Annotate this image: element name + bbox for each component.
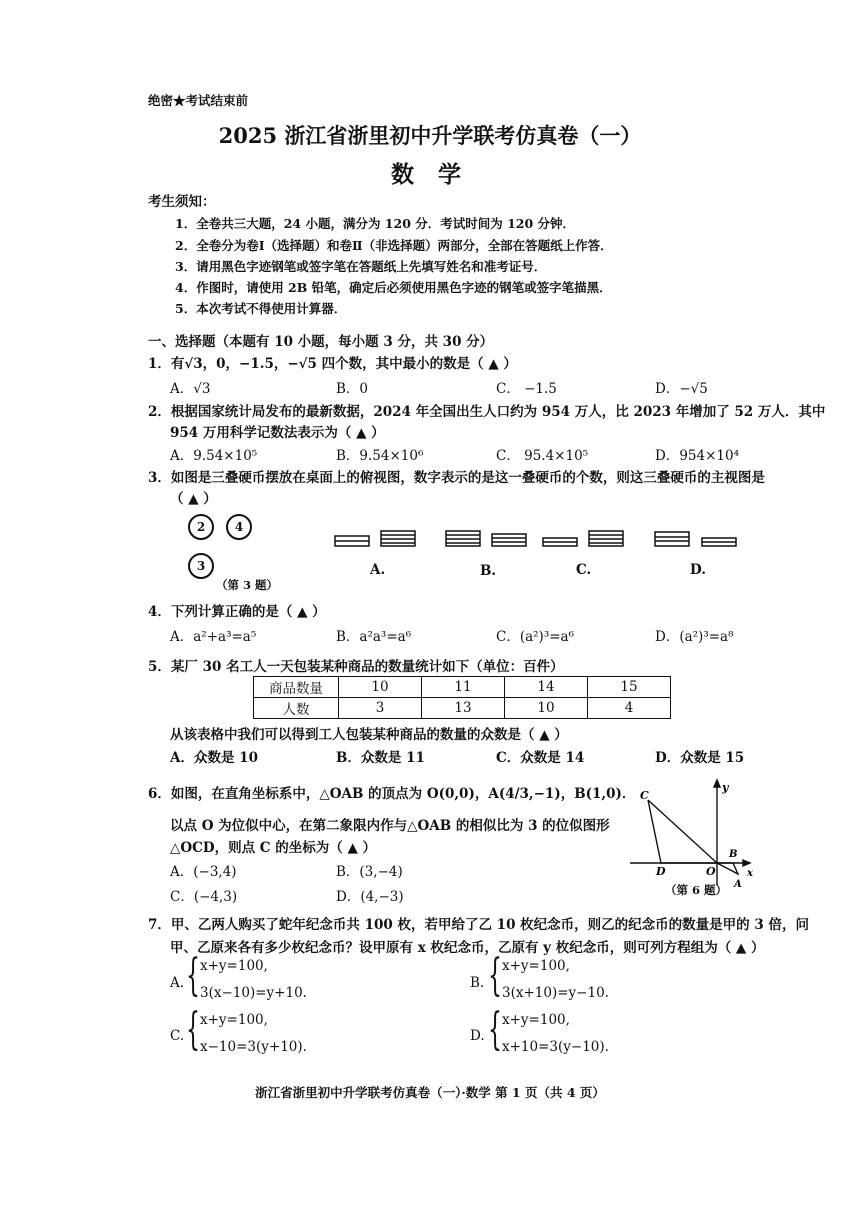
q6-option-b: B．(3,−4) — [336, 864, 403, 880]
q7-option-d-eq2: x+10=3(y−10). — [502, 1039, 609, 1055]
q7-option-a-label: A. — [170, 975, 185, 991]
q7-option-b-label: B. — [470, 975, 485, 991]
q3-options-figure — [330, 528, 750, 552]
notice-item: 1．全卷共三大题，24 小题，满分为 120 分．考试时间为 120 分钟． — [175, 216, 576, 231]
q1-option-b: B．0 — [336, 381, 369, 397]
table-row — [254, 698, 671, 719]
q7-option-b-eq2: 3(x+10)=y−10. — [502, 985, 609, 1001]
question-4-stem: 4．下列计算正确的是（ ▲ ） — [148, 604, 326, 620]
q2-option-a: A．9.54×10⁵ — [170, 448, 258, 464]
page-footer: 浙江省浙里初中升学联考仿真卷（一）·数学 第 1 页（共 4 页） — [255, 1085, 605, 1100]
q6-option-a: A．(−3,4) — [170, 864, 237, 880]
q7-option-b-eq1: x+y=100, — [502, 958, 570, 974]
table-cell: 10 — [505, 698, 588, 719]
q5-option-b: B．众数是 11 — [336, 750, 425, 766]
table-cell: 10 — [339, 677, 422, 698]
q7-option-b-brace: { — [488, 950, 502, 1001]
notice-item: 3．请用黑色字迹钢笔或签字笔在答题纸上先填写姓名和准考证号． — [175, 259, 547, 274]
confidential-label: 绝密★考试结束前 — [148, 93, 249, 108]
figure-6-caption: （第 6 题） — [665, 883, 728, 897]
label-d: D — [656, 865, 666, 878]
y-axis-arrow — [714, 780, 720, 787]
q4-option-c: C．(a²)³=a⁶ — [496, 629, 575, 645]
q7-option-d-eq1: x+y=100, — [502, 1012, 570, 1028]
q3-option-d: D. — [690, 562, 706, 578]
table-cell: 15 — [588, 677, 671, 698]
question-1-stem: 1．有√3，0，−1.5，−√5 四个数，其中最小的数是（ ▲ ） — [148, 356, 517, 372]
question-5-stem-cont: 从该表格中我们可以得到工人包装某种商品的数量的众数是（ ▲ ） — [170, 727, 568, 743]
q1-option-a: A．√3 — [170, 381, 211, 397]
figure-3-caption: （第 3 题） — [216, 578, 279, 592]
notice-item: 2．全卷分为卷Ⅰ（选择题）和卷Ⅱ（非选择题）两部分，全部在答题纸上作答． — [175, 238, 613, 253]
table-header-cell: 商品数量 — [254, 677, 339, 698]
label-y: y — [722, 781, 729, 794]
question-7-stem: 7．甲、乙两人购买了蛇年纪念币共 100 枚，若甲给了乙 10 枚纪念币，则乙的纪念币的数量是甲的 3 倍，问 — [148, 917, 809, 933]
table-cell: 4 — [588, 698, 671, 719]
q3-option-c: C. — [576, 562, 592, 578]
q5-data-table — [253, 676, 671, 719]
q3-option-b: B. — [480, 563, 497, 579]
question-3-stem-cont: （ ▲ ） — [170, 491, 217, 507]
question-2-stem: 2．根据国家统计局发布的最新数据，2024 年全国出生人口约为 954 万人，比 2023 年增加了 52 万人．其中 — [148, 404, 826, 420]
triangle-oab — [717, 863, 738, 874]
q7-option-c-eq2: x−10=3(y+10). — [200, 1039, 307, 1055]
coin-stack-4: 4 — [226, 514, 252, 540]
q7-option-a-eq2: 3(x−10)=y+10. — [200, 985, 307, 1001]
question-5-stem: 5．某厂 30 名工人一天包装某种商品的数量统计如下（单位：百件） — [148, 659, 564, 675]
q6-option-c: C．(−4,3) — [170, 889, 238, 905]
label-x: x — [747, 868, 753, 879]
q7-option-c-brace: { — [186, 1004, 200, 1055]
table-row — [254, 677, 671, 698]
q5-option-c: C．众数是 14 — [496, 750, 585, 766]
table-header-cell: 人数 — [254, 698, 339, 719]
triangle-ocd — [648, 800, 717, 863]
q3-option-a: A. — [370, 562, 386, 578]
q1-option-d: D．−√5 — [655, 381, 708, 397]
subject-title: 数 学 — [390, 161, 469, 188]
q2-option-c: C． 95.4×10⁵ — [496, 448, 589, 464]
label-c: C — [640, 789, 649, 802]
label-o: O — [706, 865, 716, 878]
option-d-stack-left — [655, 532, 689, 546]
question-6-stem-cont: 以点 O 为位似中心，在第二象限内作与△OAB 的相似比为 3 的位似图形 — [170, 818, 610, 834]
q4-option-b: B．a²a³=a⁶ — [336, 629, 412, 645]
notice-heading: 考生须知： — [148, 194, 216, 210]
coin-stack-3: 3 — [188, 553, 214, 579]
q1-option-c: C． −1.5 — [496, 381, 557, 397]
section-heading: 一、选择题（本题有 10 小题，每小题 3 分，共 30 分） — [148, 334, 494, 350]
q6-option-d: D．(4,−3) — [336, 889, 404, 905]
table-cell: 14 — [505, 677, 588, 698]
label-a: A — [734, 879, 742, 890]
coin-stack-2: 2 — [188, 514, 214, 540]
q7-option-a-eq1: x+y=100, — [200, 958, 268, 974]
question-3-stem: 3．如图是三叠硬币摆放在桌面上的俯视图，数字表示的是这一叠硬币的个数，则这三叠硬币的主视图是 — [148, 470, 765, 486]
table-cell: 3 — [339, 698, 422, 719]
q2-option-b: B．9.54×10⁶ — [336, 448, 424, 464]
option-b-stack-right — [492, 534, 526, 546]
q4-option-a: A．a²+a³=a⁵ — [170, 629, 257, 645]
q5-option-a: A．众数是 10 — [170, 750, 258, 766]
x-axis-arrow — [743, 860, 750, 866]
table-cell: 11 — [422, 677, 505, 698]
table-cell: 13 — [422, 698, 505, 719]
notice-item: 4．作图时，请使用 2B 铅笔，确定后必须使用黑色字迹的钢笔或签字笔描黑． — [175, 280, 612, 295]
question-6-stem-cont2: △OCD，则点 C 的坐标为（ ▲ ） — [170, 840, 377, 856]
q7-option-c-eq1: x+y=100, — [200, 1012, 268, 1028]
exam-title: 2025 浙江省浙里初中升学联考仿真卷（一） — [218, 123, 642, 148]
q2-option-d: D．954×10⁴ — [655, 448, 739, 464]
notice-item: 5．本次考试不得使用计算器． — [175, 301, 347, 316]
q6-coordinate-figure — [630, 775, 760, 890]
q5-option-d: D．众数是 15 — [655, 750, 745, 766]
q7-option-a-brace: { — [186, 950, 200, 1001]
q7-option-c-label: C. — [170, 1028, 185, 1044]
question-6-stem: 6．如图，在直角坐标系中，△OAB 的顶点为 O(0,0)，A(4/3,−1)，B(1,0)． — [148, 786, 636, 802]
q7-option-d-label: D. — [470, 1028, 485, 1044]
question-2-stem-cont: 954 万用科学记数法表示为（ ▲ ） — [170, 425, 385, 441]
label-b: B — [729, 849, 738, 860]
q7-option-d-brace: { — [488, 1004, 502, 1055]
q4-option-d: D．(a²)³=a⁸ — [655, 629, 734, 645]
question-7-stem-cont: 甲、乙原来各有多少枚纪念币？设甲原有 x 枚纪念币，乙原有 y 枚纪念币，则可列方程组为（ ▲ ） — [170, 940, 765, 956]
